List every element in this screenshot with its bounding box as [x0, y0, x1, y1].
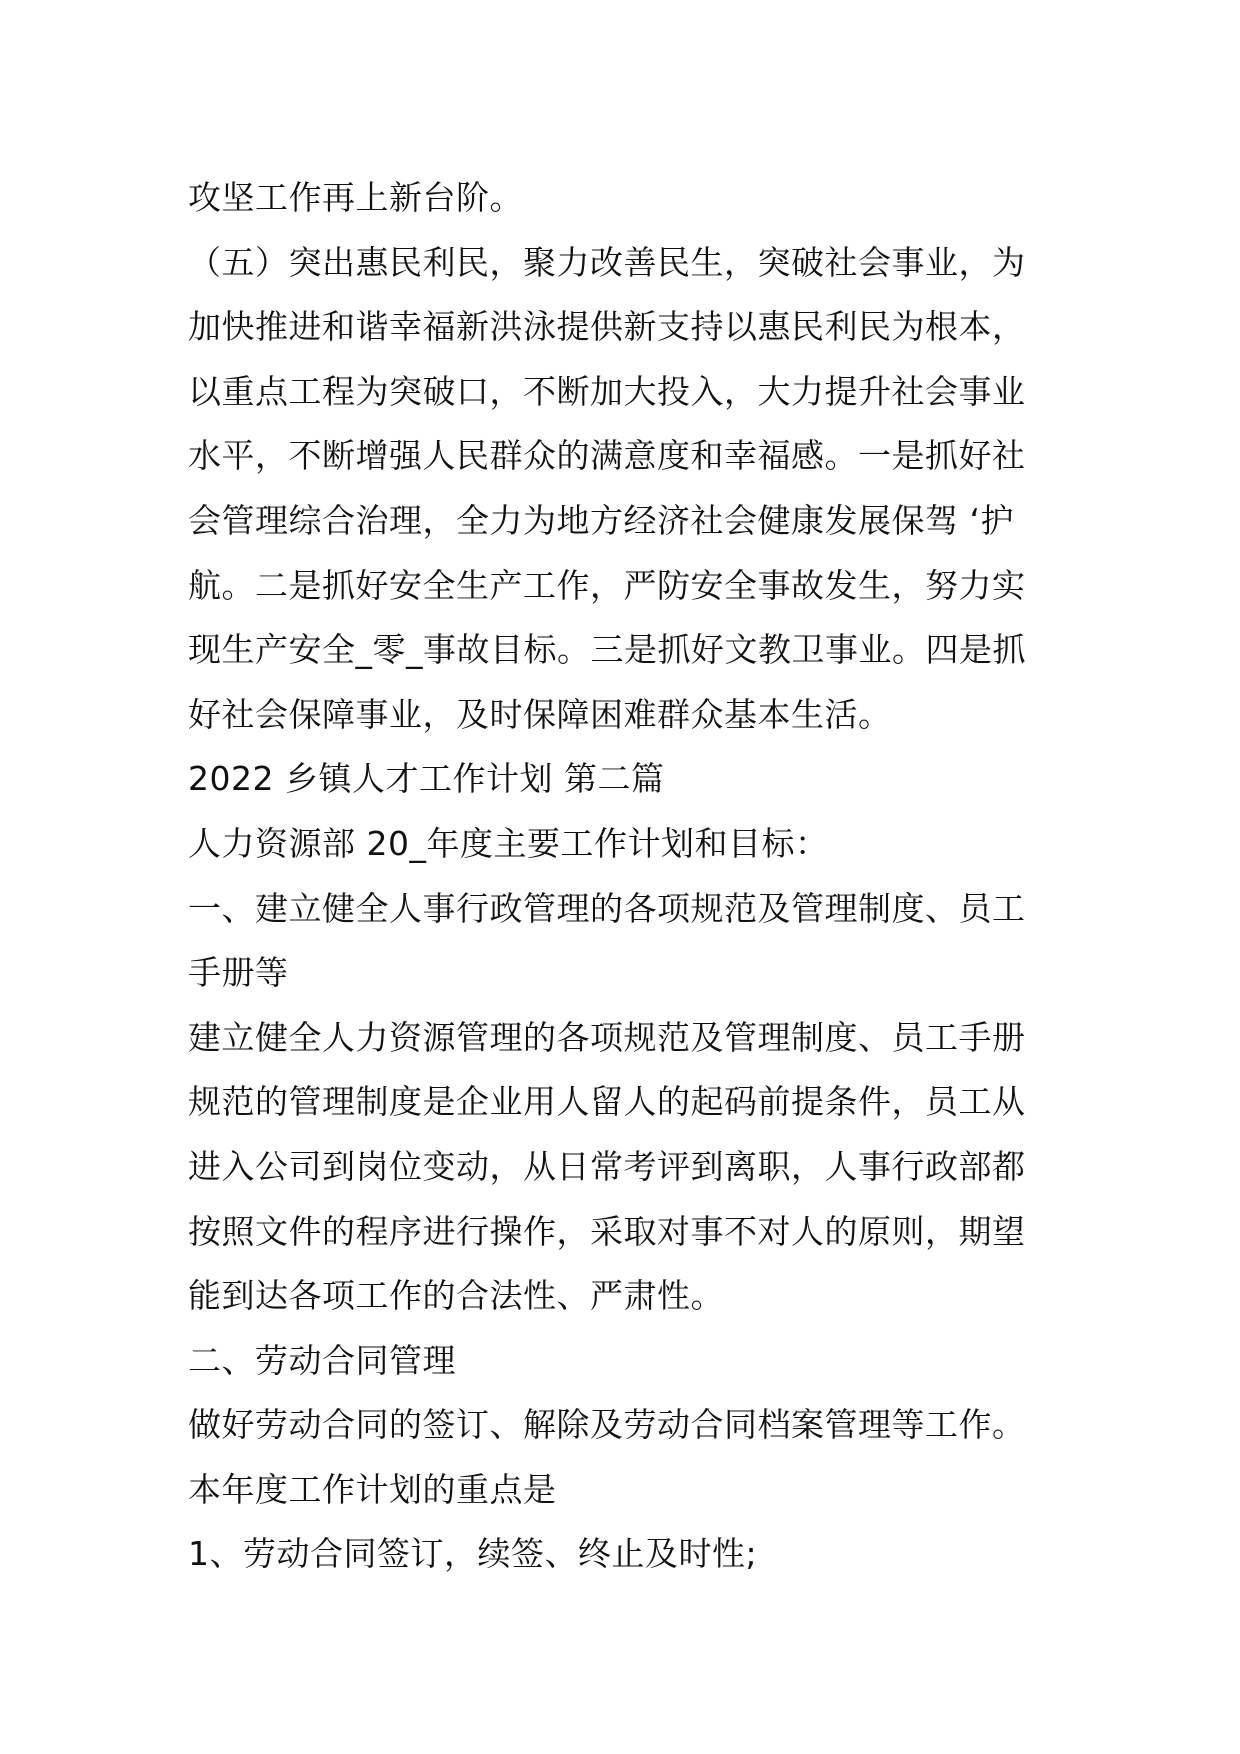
text-line: 人力资源部 20_年度主要工作计划和目标： [188, 823, 829, 863]
text-line: 按照文件的程序进行操作，采取对事不对人的原则，期望 [188, 1211, 1026, 1251]
text-line: 一、建立健全人事行政管理的各项规范及管理制度、员工 [188, 888, 1026, 928]
text-line: 攻坚工作再上新台阶。 [188, 178, 523, 217]
text-line: 航。二是抓好安全生产工作，严防安全事故发生，努力实 [188, 565, 1026, 605]
text-line: 本年度工作计划的重点是 [188, 1469, 557, 1509]
text-line: 好社会保障事业，及时保障困难群众基本生活。 [188, 694, 892, 734]
text-line: （五）突出惠民利民，聚力改善民生，突破社会事业，为 [188, 242, 1026, 282]
text-line: 1、劳动合同签订，续签、终止及时性; [188, 1534, 758, 1574]
text-line: 做好劳动合同的签订、解除及劳动合同档案管理等工作。 [188, 1405, 1026, 1445]
text-line: 水平，不断增强人民群众的满意度和幸福感。一是抓好社 [188, 436, 1026, 476]
text-line: 建立健全人力资源管理的各项规范及管理制度、员工手册 [188, 1017, 1026, 1057]
text-line: 会管理综合治理，全力为地方经济社会健康发展保驾 ‘护 [188, 500, 1014, 540]
text-line: 加快推进和谐幸福新洪泳提供新支持以惠民利民为根本， [188, 307, 1026, 347]
text-line: 现生产安全_零_事故目标。三是抓好文教卫事业。四是抓 [188, 630, 1026, 670]
text-line: 二、劳动合同管理 [188, 1340, 456, 1380]
text-line: 能到达各项工作的合法性、严肃性。 [188, 1276, 724, 1316]
text-line: 手册等 [188, 953, 289, 993]
section-heading: 2022 乡镇人才工作计划 第二篇 [188, 759, 665, 799]
text-line: 规范的管理制度是企业用人留人的起码前提条件，员工从 [188, 1082, 1026, 1122]
text-line: 以重点工程为突破口，不断加大投入，大力提升社会事业 [188, 371, 1026, 411]
text-line: 进入公司到岗位变动，从日常考评到离职，人事行政部都 [188, 1146, 1026, 1186]
document-body [188, 166, 1068, 1587]
